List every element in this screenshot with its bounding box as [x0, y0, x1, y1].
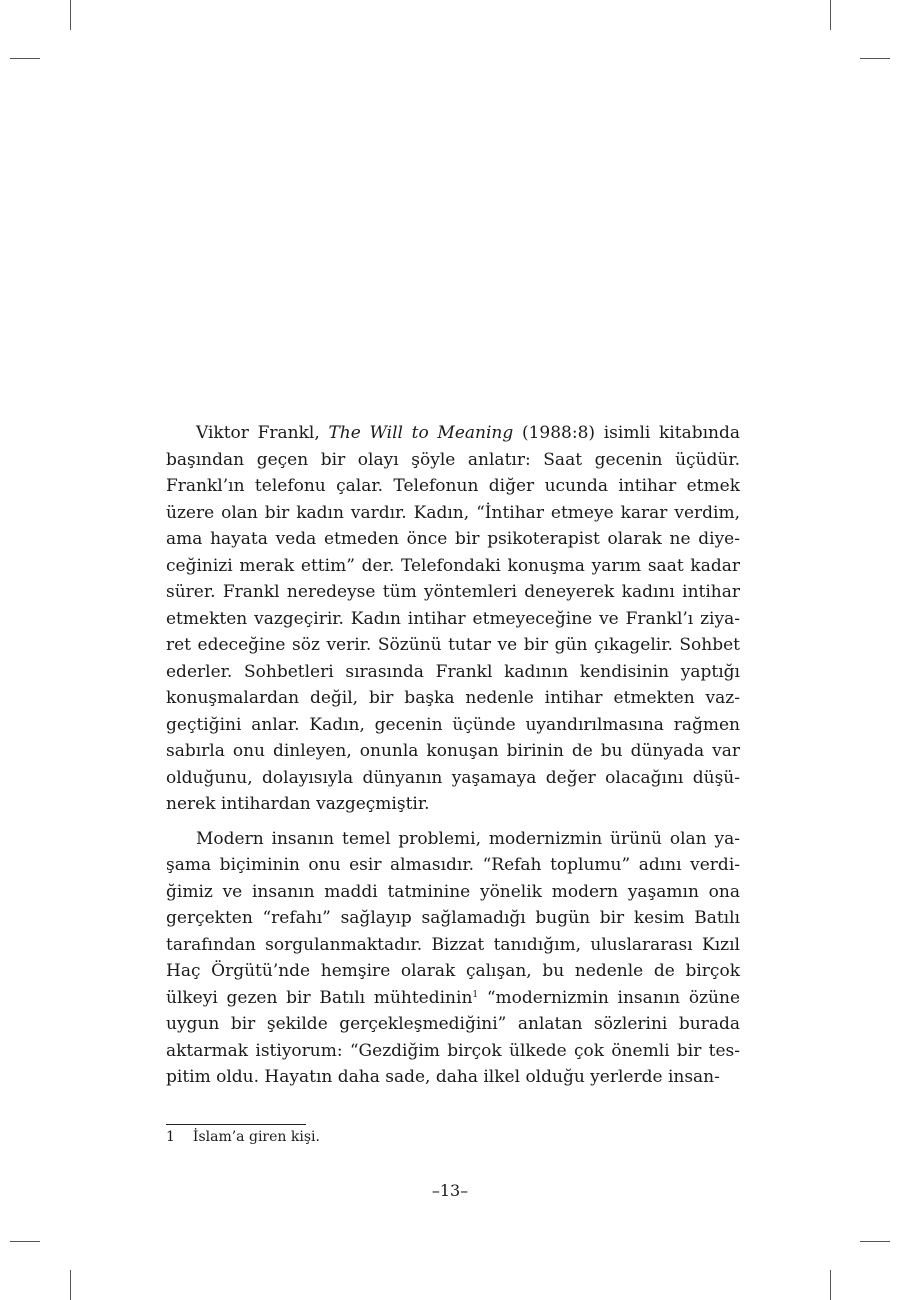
crop-mark	[830, 1270, 831, 1300]
paragraph: Viktor Frankl, The Will to Meaning (1988:8) isimli kitabında başından geçen bir olayı şöyle anlatır: Saat gecenin üçüdür. Frankl’ın telefonu çalar. Telefonun diğer ucunda intihar etmek üzere olan bir kadın vardır. Kadın, “İntihar etmeye karar verdim, ama hayata veda etmeden önce bir psikoterapist olarak ne diyeceğinizi merak ettim” der. Telefondaki konuşma yarım saat kadar sürer. Frankl neredeyse tüm yöntemleri deneyerek kadını intihar etmekten vazgeçirir. Kadın intihar etmeyeceğine ve Frankl’ı ziyaret edeceğine söz verir. Sözünü tutar ve bir gün çıkagelir. Sohbet ederler. Sohbetleri sırasında Frankl kadının kendisinin yaptığı konuşmalardan değil, bir başka nedenle intihar etmekten vazgeçtiğini anlar. Kadın, gecenin üçünde uyandırılmasına rağmen sabırla onu dinleyen, onunla konuşan birinin de bu dünyada var olduğunu, dolayısıyla dünyanın yaşamaya değer olacağını düşünerek intihardan vazgeçmiştir.	[166, 423, 740, 814]
crop-mark	[860, 58, 890, 59]
paragraph: Modern insanın temel problemi, modernizmin ürünü olan yaşama biçiminin onu esir almasıdır. “Refah toplumu” adını verdiğimiz ve insanın maddi tatminine yönelik modern yaşamın ona gerçekten “refahı” sağlayıp sağlamadığı bugün bir kesim Batılı tarafından sorgulanmaktadır. Bizzat tanıdığım, uluslararası Kızıl Haç Örgütü’nde hemşire olarak çalışan, bu nedenle de birçok ülkeyi gezen bir Batılı mühtedinin$^1$ “modernizmin insanın özüne uygun bir şekilde gerçekleşmediğini” anlatan sözlerini burada aktarmak istiyorum: “Gezdiğim birçok ülkede çok önemli bir tespitim oldu. Hayatın daha sade, daha ilkel olduğu yerlerde insan-	[166, 828, 740, 1087]
footnote-text: İslam’a giren kişi.	[192, 1129, 320, 1145]
footnote-rule	[166, 1124, 306, 1125]
footnote-marker: 1	[472, 989, 479, 1000]
crop-mark	[10, 58, 40, 59]
crop-mark	[860, 1241, 890, 1242]
footnote	[166, 1129, 320, 1145]
footnote-number: 1	[166, 1129, 175, 1145]
crop-mark	[70, 1270, 71, 1300]
page-number: –13–	[431, 1181, 469, 1200]
crop-mark	[10, 1241, 40, 1242]
body-text	[166, 420, 740, 1091]
crop-mark	[830, 0, 831, 30]
book-title: The Will to Meaning	[328, 423, 514, 443]
crop-mark	[70, 0, 71, 30]
